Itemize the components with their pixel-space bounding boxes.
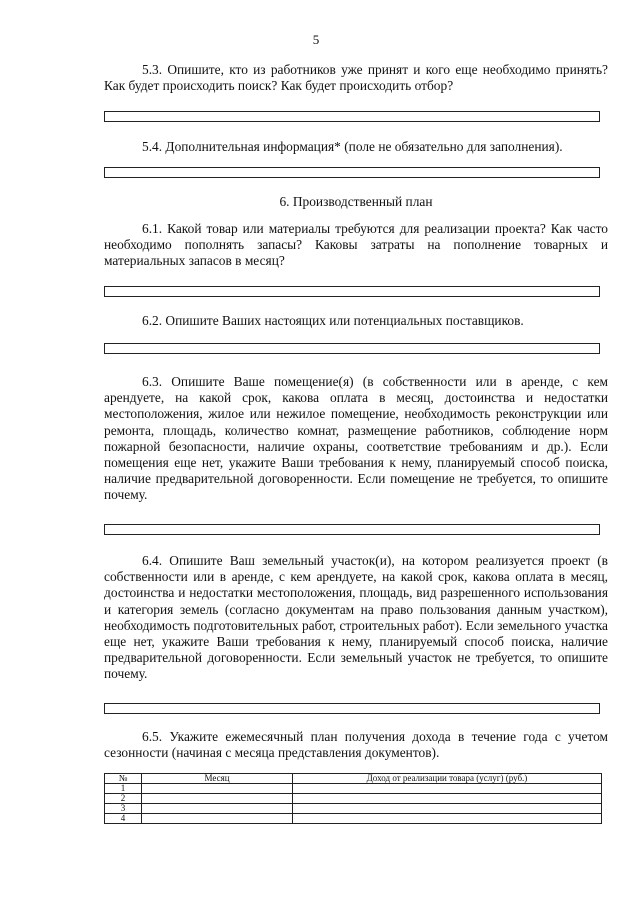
row-number: 1 — [105, 784, 142, 794]
month-cell[interactable] — [142, 784, 293, 794]
header-month: Месяц — [142, 774, 293, 784]
table-row — [105, 814, 602, 824]
question-5-3-text: 5.3. Опишите, кто из работников уже принят и кого еще необходимо принять? Как будет происходить поиск? Как будет происходить отбор? — [104, 62, 608, 94]
row-number: 2 — [105, 794, 142, 804]
answer-field-6-4[interactable] — [104, 703, 600, 714]
question-6-1-text: 6.1. Какой товар или материалы требуются для реализации проекта? Как часто необходимо пополнять запасы? Каковы затраты на пополнение товарных и материальных запасов в месяц? — [104, 221, 608, 269]
month-cell[interactable] — [142, 794, 293, 804]
income-cell[interactable] — [293, 804, 602, 814]
answer-field-6-1[interactable] — [104, 286, 600, 297]
income-cell[interactable] — [293, 784, 602, 794]
header-number: № — [105, 774, 142, 784]
page-number: 5 — [312, 32, 320, 47]
table-row — [105, 794, 602, 804]
question-6-1 — [104, 221, 608, 270]
row-number: 3 — [105, 804, 142, 814]
question-5-3 — [104, 62, 608, 94]
month-cell[interactable] — [142, 804, 293, 814]
income-plan-table — [104, 773, 602, 824]
answer-field-5-4[interactable] — [104, 167, 600, 178]
answer-field-6-2[interactable] — [104, 343, 600, 354]
header-income: Доход от реализации товара (услуг) (руб.) — [293, 774, 602, 784]
table-row — [105, 784, 602, 794]
question-6-5-text: 6.5. Укажите ежемесячный план получения дохода в течение года с учетом сезонности (начиная с месяца представления документов). — [104, 729, 608, 761]
row-number: 4 — [105, 814, 142, 824]
question-6-4 — [104, 553, 608, 683]
question-6-3-text: 6.3. Опишите Ваше помещение(я) (в собственности или в аренде, с кем арендуете, на какой срок, какова оплата в месяц, достоинства и недостатки местоположения, жилое или нежилое помещение, необходимость реконструкции или ремонта, площадь, количество комнат, размещение работников, соблюдение норм пожарной безопасности, наличие охраны, соответствие требованиям и др.). Если помещения еще нет, укажите Ваши требования к нему, планируемый способ поиска, наличие предварительной договоренности. Если помещение не требуется, то опишите почему. — [104, 374, 608, 503]
table-header-row — [105, 774, 602, 784]
answer-field-6-3[interactable] — [104, 524, 600, 535]
question-5-4-text: 5.4. Дополнительная информация* (поле не обязательно для заполнения). — [142, 139, 563, 154]
table-row — [105, 804, 602, 814]
answer-field-5-3[interactable] — [104, 111, 600, 122]
question-5-4 — [104, 139, 608, 155]
income-cell[interactable] — [293, 794, 602, 804]
question-6-2 — [104, 313, 608, 329]
question-6-4-text: 6.4. Опишите Ваш земельный участок(и), на котором реализуется проект (в собственности или в аренде, с кем арендуете, на какой срок, какова оплата в месяц, достоинства и недостатки местоположения, площадь, вид разрешенного использования и категория земель (согласно документам на право пользования данным участком), необходимость подготовительных работ, строительных работ). Если земельного участка еще нет, укажите Ваши требования к нему, планируемый способ поиска, наличие предварительной договоренности. Если земельный участок не требуется, то опишите почему. — [104, 553, 608, 682]
question-6-5 — [104, 729, 608, 761]
section-title-production-plan: 6. Производственный план — [279, 194, 433, 209]
question-6-2-text: 6.2. Опишите Ваших настоящих или потенциальных поставщиков. — [142, 313, 524, 328]
month-cell[interactable] — [142, 814, 293, 824]
income-cell[interactable] — [293, 814, 602, 824]
question-6-3 — [104, 374, 608, 504]
